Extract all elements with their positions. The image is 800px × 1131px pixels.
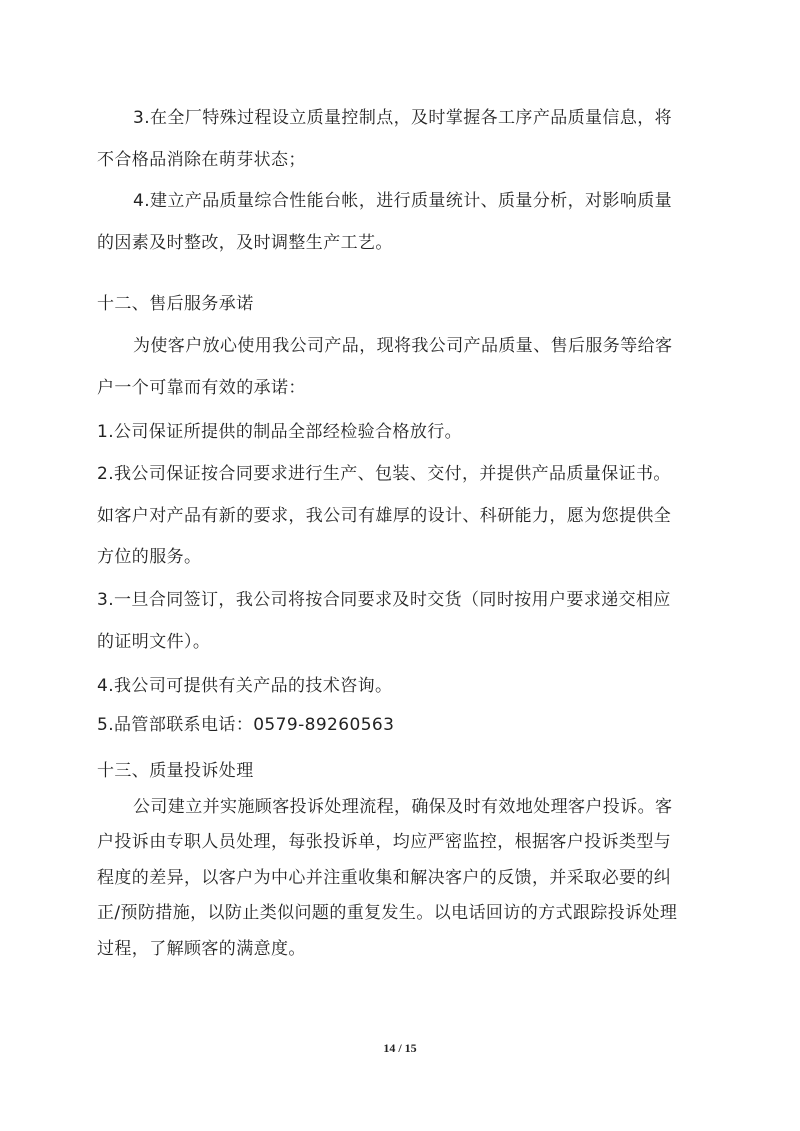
list-item: 3.一旦合同签订，我公司将按合同要求及时交货（同时按用户要求递交相应 [97, 590, 671, 610]
text-line: 户投诉由专职人员处理，每张投诉单，均应严密监控，根据客户投诉类型与 [97, 832, 672, 852]
text-line: 正/预防措施，以防止类似问题的重复发生。以电话回访的方式跟踪投诉处理 [97, 903, 678, 923]
text-line: 的因素及时整改，及时调整生产工艺。 [97, 233, 393, 253]
text-line: 不合格品消除在萌芽状态； [97, 150, 306, 170]
list-item: 1.公司保证所提供的制品全部经检验合格放行。 [97, 422, 463, 442]
text-line: 4.建立产品质量综合性能台帐，进行质量统计、质量分析，对影响质量 [133, 191, 673, 211]
text-line: 如客户对产品有新的要求，我公司有雄厚的设计、科研能力，愿为您提供全 [97, 506, 672, 526]
list-item: 2.我公司保证按合同要求进行生产、包装、交付，并提供产品质量保证书。 [97, 464, 671, 484]
text-line: 过程，了解顾客的满意度。 [97, 939, 306, 959]
list-item: 4.我公司可提供有关产品的技术咨询。 [97, 676, 393, 696]
list-item: 5.品管部联系电话：0579-89260563 [97, 715, 395, 735]
text-line: 户一个可靠而有效的承诺： [97, 378, 306, 398]
text-line: 公司建立并实施顾客投诉处理流程，确保及时有效地处理客户投诉。客 [133, 797, 673, 817]
text-line: 的证明文件）。 [97, 632, 211, 652]
section-heading: 十三、质量投诉处理 [97, 761, 254, 781]
text-line: 程度的差异，以客户为中心并注重收集和解决客户的反馈，并采取必要的纠 [97, 868, 672, 888]
page-number: 14 / 15 [383, 1041, 417, 1055]
text-line: 为使客户放心使用我公司产品，现将我公司产品质量、售后服务等给客 [133, 336, 673, 356]
text-line: 3.在全厂特殊过程设立质量控制点，及时掌握各工序产品质量信息，将 [133, 108, 673, 128]
text-line: 方位的服务。 [97, 547, 202, 567]
section-heading: 十二、售后服务承诺 [97, 294, 254, 314]
